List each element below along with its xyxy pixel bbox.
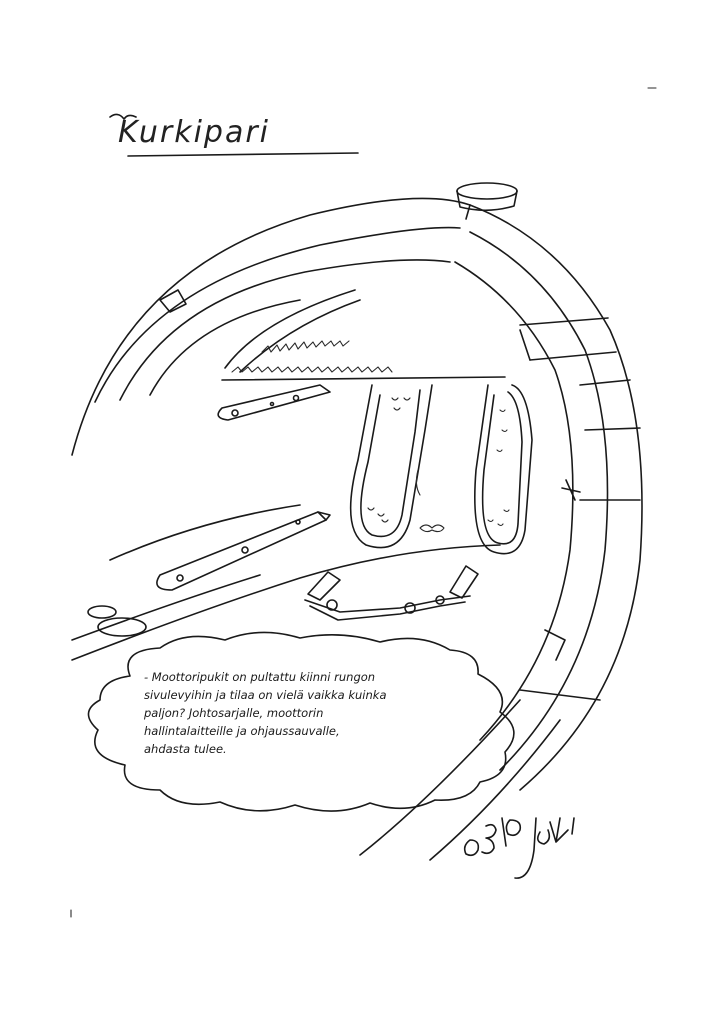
upper-spar	[222, 290, 505, 380]
thought-bubble-small	[88, 606, 116, 618]
engine-bearer-right	[475, 385, 532, 554]
bolted-bracket-upper	[218, 385, 330, 420]
bolted-bracket-lower	[157, 512, 330, 590]
engine-bearer-left	[351, 385, 432, 548]
signature	[465, 818, 574, 878]
top-hatch	[457, 183, 517, 219]
title-underline	[128, 153, 358, 156]
caption-line: - Moottoripukit on pultattu kiinni rungon	[144, 670, 376, 684]
title-block	[110, 114, 358, 156]
thought-bubble-caption	[144, 668, 444, 758]
engine-mount-links	[305, 525, 478, 620]
caption-line: paljon? Johtosarjalle, moottorin	[144, 706, 324, 720]
title: Kurkipari	[118, 115, 271, 150]
caption-line: sivulevyihin ja tilaa on vielä vaikka kuinka	[144, 688, 387, 702]
floor	[72, 505, 500, 660]
caption-line: hallintalaitteille ja ohjaussauvalle,	[144, 724, 340, 738]
fuselage-frame	[72, 198, 642, 860]
caption-line: ahdasta tulee.	[144, 742, 227, 756]
